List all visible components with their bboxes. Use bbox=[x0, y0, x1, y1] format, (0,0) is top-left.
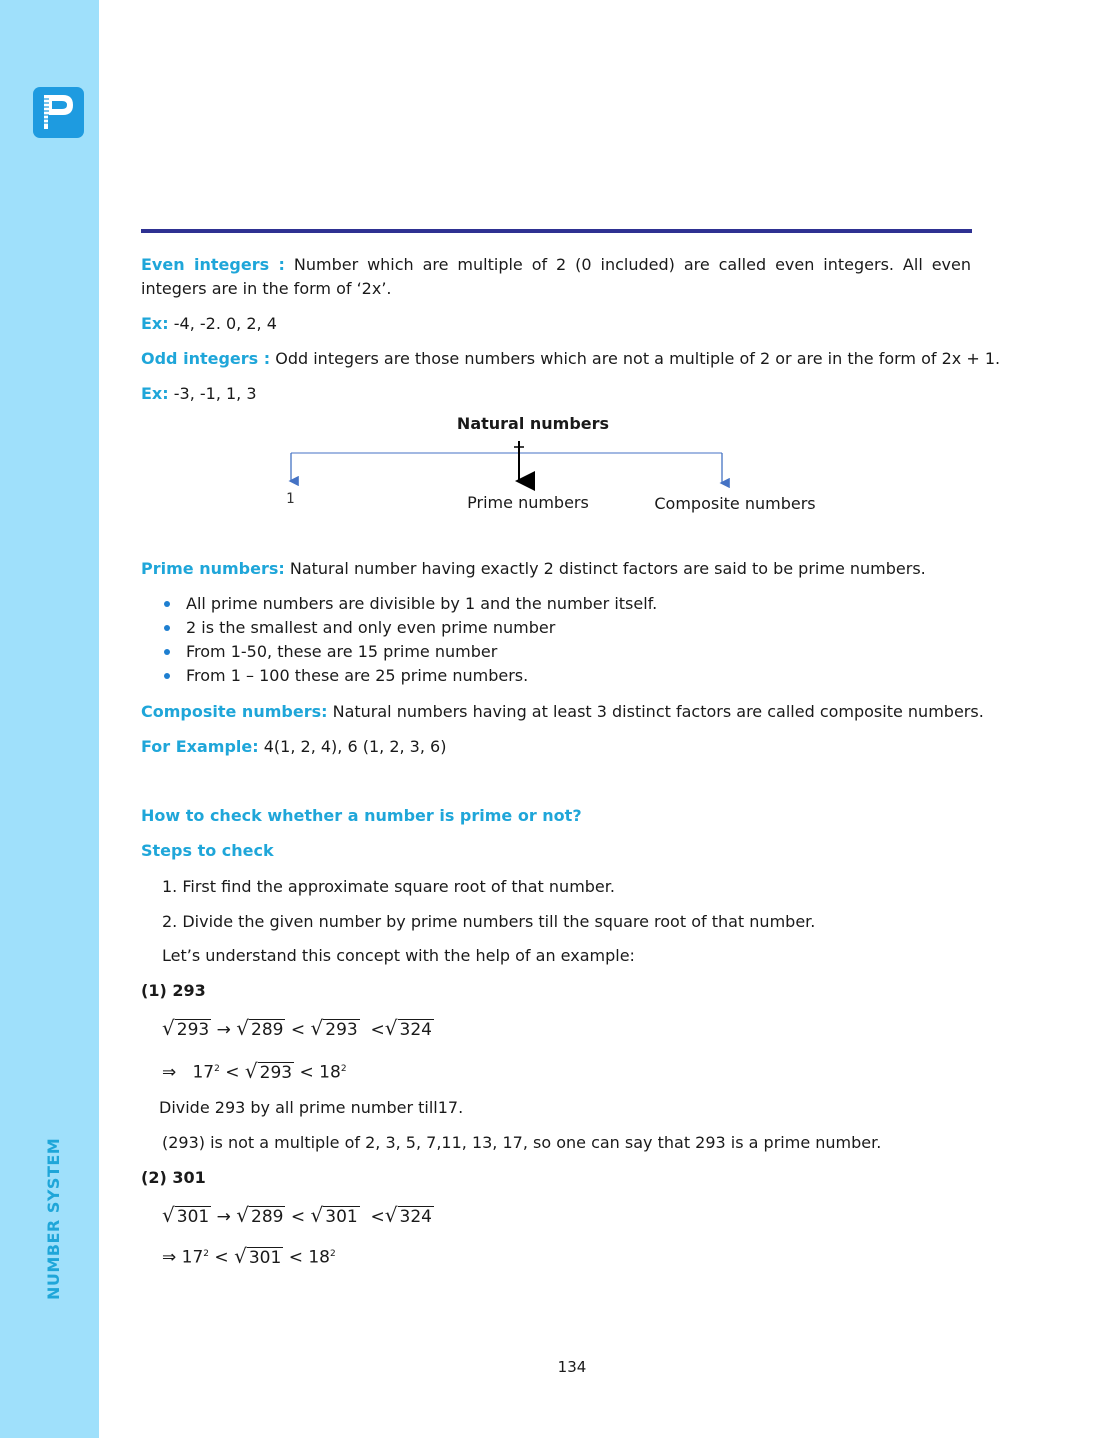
list-item: From 1 – 100 these are 25 prime numbers. bbox=[141, 664, 657, 688]
odd-definition bbox=[141, 347, 1001, 371]
example2-title: (2) 301 bbox=[141, 1168, 206, 1187]
prime-definition bbox=[141, 557, 971, 581]
example1-line4: (293) is not a multiple of 2, 3, 5, 7,11, 13, 17, so one can say that 293 is a prime number. bbox=[162, 1133, 882, 1152]
prime-term: Prime numbers: bbox=[141, 559, 285, 578]
example1-line3: Divide 293 by all prime number till17. bbox=[159, 1098, 464, 1117]
example1-math-line1: √ 293 → √ 289 < √ 293 <√ 324 bbox=[162, 1016, 432, 1040]
even-example bbox=[141, 312, 971, 336]
composite-term: Composite numbers: bbox=[141, 702, 328, 721]
example2-math-line2: ⇒ $17^2$ < √ $301 < 18^2$ bbox=[162, 1243, 336, 1268]
composite-ex-label: For Example: bbox=[141, 737, 259, 756]
even-term: Even integers : bbox=[141, 255, 285, 274]
odd-ex-text: -3, -1, 1, 3 bbox=[173, 384, 257, 403]
example-intro: Let’s understand this concept with the help of an example: bbox=[162, 946, 635, 965]
step-1: 1. First find the approximate square root of that number. bbox=[162, 877, 615, 896]
check-heading: How to check whether a number is prime or not? bbox=[141, 806, 582, 825]
sidebar-label: NUMBER SYSTEM bbox=[44, 1137, 63, 1300]
example1-math-line2: ⇒ $17^2$ < √ $293 < 18^2$ bbox=[162, 1058, 347, 1083]
diagram-middle-label: Prime numbers bbox=[467, 493, 589, 512]
diagram-root-label: Natural numbers bbox=[456, 414, 610, 433]
diagram-right-label: Composite numbers bbox=[654, 494, 816, 513]
list-item: All prime numbers are divisible by 1 and the number itself. bbox=[141, 592, 657, 616]
odd-example bbox=[141, 382, 971, 406]
list-item: From 1-50, these are 15 prime number bbox=[141, 640, 657, 664]
even-definition bbox=[141, 253, 971, 301]
even-ex-text: -4, -2. 0, 2, 4 bbox=[173, 314, 277, 333]
prime-bullets bbox=[141, 592, 657, 688]
even-ex-label: Ex: bbox=[141, 314, 169, 333]
diagram-left-label: 1 bbox=[286, 491, 295, 507]
composite-ex-text: 4(1, 2, 4), 6 (1, 2, 3, 6) bbox=[263, 737, 447, 756]
composite-example bbox=[141, 735, 971, 759]
steps-heading: Steps to check bbox=[141, 841, 274, 860]
step-2: 2. Divide the given number by prime numbers till the square root of that number. bbox=[162, 912, 816, 931]
odd-ex-label: Ex: bbox=[141, 384, 169, 403]
prime-text: Natural number having exactly 2 distinct factors are said to be prime numbers. bbox=[289, 559, 926, 578]
odd-term: Odd integers : bbox=[141, 349, 271, 368]
composite-text: Natural numbers having at least 3 distinct factors are called composite numbers. bbox=[332, 702, 984, 721]
odd-text: Odd integers are those numbers which are not a multiple of 2 or are in the form of 2x + 1. bbox=[275, 349, 1001, 368]
even-text: Number which are multiple of 2 (0 included) are called even integers. All even integers are in the form of ‘2x’. bbox=[141, 255, 971, 298]
page-number: 134 bbox=[557, 1358, 587, 1376]
composite-definition bbox=[141, 700, 984, 724]
list-item: 2 is the smallest and only even prime number bbox=[141, 616, 657, 640]
example2-math-line1: √ 301 → √ 289 < √ 301 <√ 324 bbox=[162, 1203, 432, 1227]
example1-title: (1) 293 bbox=[141, 981, 206, 1000]
